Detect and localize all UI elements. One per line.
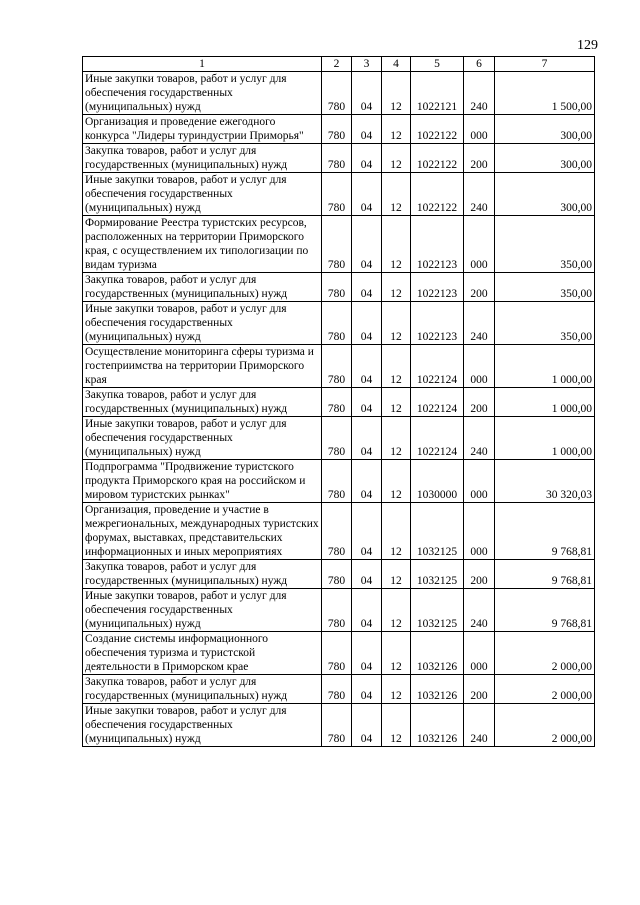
row-name: Осуществление мониторинга сферы туризма и гостеприимства на территории Приморского края [83,345,322,388]
table-row [83,302,595,345]
row-code-3: 04 [352,460,382,503]
row-name: Иные закупки товаров, работ и услуг для обеспечения государственных (муниципальных) нужд [83,417,322,460]
row-code-2: 780 [322,173,352,216]
row-amount: 300,00 [495,144,595,173]
row-code-5: 1032125 [411,560,464,589]
row-code-3: 04 [352,388,382,417]
row-name: Иные закупки товаров, работ и услуг для обеспечения государственных (муниципальных) нужд [83,72,322,115]
row-amount: 9 768,81 [495,560,595,589]
row-name: Подпрограмма "Продвижение туристского продукта Приморского края на российском и мировом туристских рынках" [83,460,322,503]
row-code-5: 1032126 [411,704,464,747]
row-name: Закупка товаров, работ и услуг для государственных (муниципальных) нужд [83,144,322,173]
row-code-5: 1022123 [411,273,464,302]
table-row [83,704,595,747]
row-code-4: 12 [382,632,411,675]
row-code-4: 12 [382,560,411,589]
row-code-6: 000 [464,460,495,503]
page-number: 129 [577,38,598,53]
column-header: 4 [382,57,411,72]
row-code-6: 240 [464,72,495,115]
row-code-4: 12 [382,273,411,302]
column-header: 1 [83,57,322,72]
row-name: Организация и проведение ежегодного конкурса "Лидеры туриндустрии Приморья" [83,115,322,144]
table-row [83,388,595,417]
row-amount: 300,00 [495,115,595,144]
table-body [83,72,595,747]
row-code-3: 04 [352,417,382,460]
header-row [83,57,595,72]
row-code-3: 04 [352,345,382,388]
row-code-4: 12 [382,417,411,460]
row-amount: 350,00 [495,302,595,345]
budget-table [82,56,595,747]
row-code-3: 04 [352,144,382,173]
row-code-4: 12 [382,388,411,417]
row-name: Иные закупки товаров, работ и услуг для обеспечения государственных (муниципальных) нужд [83,589,322,632]
row-code-3: 04 [352,589,382,632]
row-code-2: 780 [322,675,352,704]
row-code-6: 000 [464,115,495,144]
table-row [83,503,595,560]
column-header: 5 [411,57,464,72]
table-row [83,589,595,632]
row-code-5: 1022121 [411,72,464,115]
row-code-5: 1032126 [411,675,464,704]
row-amount: 1 500,00 [495,72,595,115]
row-code-6: 240 [464,704,495,747]
row-amount: 30 320,03 [495,460,595,503]
row-code-5: 1030000 [411,460,464,503]
column-header: 7 [495,57,595,72]
row-amount: 2 000,00 [495,675,595,704]
row-name: Закупка товаров, работ и услуг для государственных (муниципальных) нужд [83,675,322,704]
row-code-3: 04 [352,216,382,273]
row-code-2: 780 [322,144,352,173]
column-header: 3 [352,57,382,72]
row-code-4: 12 [382,460,411,503]
row-code-3: 04 [352,632,382,675]
row-code-5: 1022124 [411,345,464,388]
row-code-5: 1022124 [411,388,464,417]
row-code-6: 000 [464,216,495,273]
row-code-6: 200 [464,388,495,417]
row-name: Иные закупки товаров, работ и услуг для обеспечения государственных (муниципальных) нужд [83,173,322,216]
row-code-3: 04 [352,72,382,115]
row-code-4: 12 [382,503,411,560]
row-code-3: 04 [352,115,382,144]
row-code-2: 780 [322,388,352,417]
row-code-6: 240 [464,173,495,216]
table-row [83,675,595,704]
row-name: Иные закупки товаров, работ и услуг для обеспечения государственных (муниципальных) нужд [83,704,322,747]
row-amount: 2 000,00 [495,704,595,747]
row-code-5: 1032126 [411,632,464,675]
row-amount: 1 000,00 [495,388,595,417]
row-name: Закупка товаров, работ и услуг для государственных (муниципальных) нужд [83,273,322,302]
table-row [83,345,595,388]
table-row [83,273,595,302]
row-code-4: 12 [382,173,411,216]
row-code-6: 200 [464,144,495,173]
row-code-4: 12 [382,589,411,632]
row-code-2: 780 [322,589,352,632]
row-code-6: 000 [464,345,495,388]
row-name: Формирование Реестра туристских ресурсов, расположенных на территории Приморского края, с осуществлением их типологизации по видам туризма [83,216,322,273]
table-row [83,632,595,675]
row-code-6: 200 [464,273,495,302]
row-code-5: 1032125 [411,503,464,560]
row-code-6: 240 [464,302,495,345]
row-code-6: 000 [464,632,495,675]
row-code-4: 12 [382,72,411,115]
row-code-2: 780 [322,632,352,675]
row-code-2: 780 [322,417,352,460]
row-code-5: 1022122 [411,115,464,144]
row-amount: 1 000,00 [495,417,595,460]
row-code-2: 780 [322,503,352,560]
row-code-5: 1022123 [411,216,464,273]
row-code-6: 200 [464,675,495,704]
row-code-3: 04 [352,273,382,302]
row-code-5: 1022124 [411,417,464,460]
row-name: Закупка товаров, работ и услуг для государственных (муниципальных) нужд [83,560,322,589]
row-code-4: 12 [382,704,411,747]
row-code-5: 1032125 [411,589,464,632]
row-amount: 9 768,81 [495,589,595,632]
row-name: Организация, проведение и участие в межрегиональных, международных туристских форумах, выставках, представительских информационных и иных мероприятиях [83,503,322,560]
table-row [83,216,595,273]
row-code-3: 04 [352,302,382,345]
row-code-4: 12 [382,345,411,388]
row-amount: 2 000,00 [495,632,595,675]
row-code-2: 780 [322,115,352,144]
row-name: Иные закупки товаров, работ и услуг для обеспечения государственных (муниципальных) нужд [83,302,322,345]
row-code-5: 1022122 [411,144,464,173]
row-amount: 350,00 [495,216,595,273]
column-header: 2 [322,57,352,72]
row-amount: 9 768,81 [495,503,595,560]
row-code-2: 780 [322,216,352,273]
row-amount: 300,00 [495,173,595,216]
row-name: Закупка товаров, работ и услуг для государственных (муниципальных) нужд [83,388,322,417]
row-code-2: 780 [322,302,352,345]
row-code-5: 1022123 [411,302,464,345]
row-name: Создание системы информационного обеспечения туризма и туристской деятельности в Приморском крае [83,632,322,675]
row-amount: 1 000,00 [495,345,595,388]
row-code-6: 240 [464,589,495,632]
row-code-2: 780 [322,704,352,747]
row-code-4: 12 [382,115,411,144]
row-code-3: 04 [352,173,382,216]
row-code-5: 1022122 [411,173,464,216]
row-code-2: 780 [322,560,352,589]
row-code-3: 04 [352,503,382,560]
row-code-3: 04 [352,704,382,747]
row-code-2: 780 [322,273,352,302]
row-code-6: 200 [464,560,495,589]
row-code-3: 04 [352,560,382,589]
row-code-2: 780 [322,345,352,388]
row-code-4: 12 [382,216,411,273]
table-row [83,173,595,216]
table-row [83,115,595,144]
row-code-4: 12 [382,144,411,173]
table-row [83,460,595,503]
row-code-4: 12 [382,675,411,704]
row-amount: 350,00 [495,273,595,302]
row-code-4: 12 [382,302,411,345]
column-header: 6 [464,57,495,72]
row-code-6: 000 [464,503,495,560]
row-code-3: 04 [352,675,382,704]
table-row [83,72,595,115]
row-code-2: 780 [322,72,352,115]
table-row [83,417,595,460]
table-row [83,144,595,173]
table-row [83,560,595,589]
row-code-6: 240 [464,417,495,460]
row-code-2: 780 [322,460,352,503]
